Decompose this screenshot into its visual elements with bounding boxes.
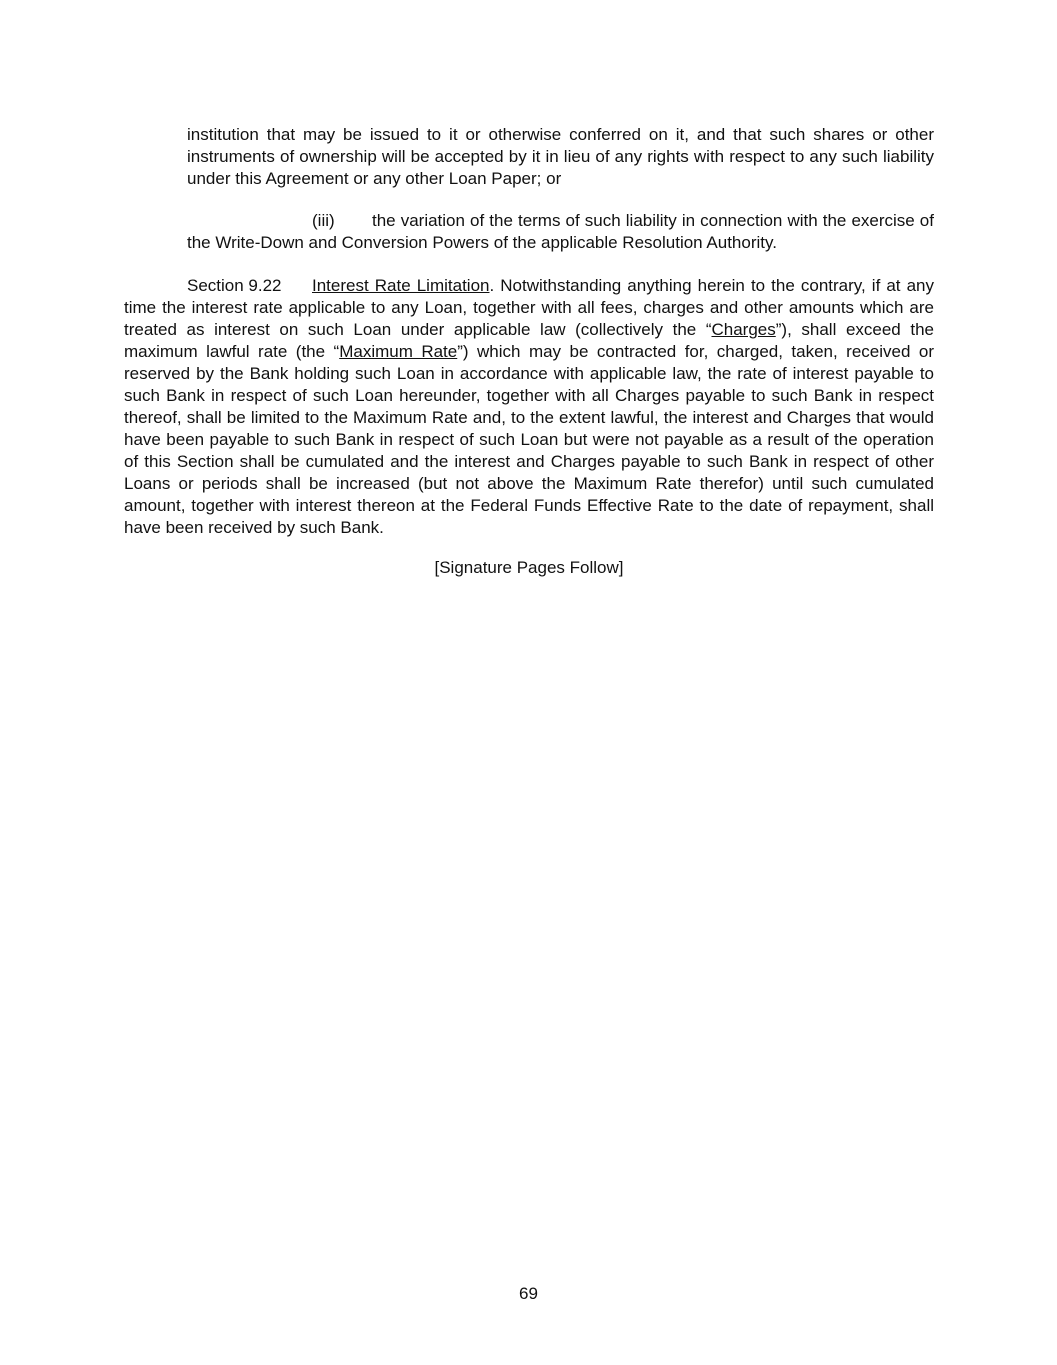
defined-term-charges: Charges xyxy=(711,320,776,339)
section-heading-punct: . xyxy=(489,276,495,295)
section-text-part1: Notwithstanding anything herein to the contrary, if at any time the interest rate applicable to any Loan, together with all fees, charges and other amounts which are treated as interest on such Loan under applicable law (collectively the “ xyxy=(124,276,934,339)
section-text-part2: ”), shall exceed the maximum lawful rate (the “ xyxy=(124,320,934,361)
clause-iii-text: the variation of the terms of such liability in connection with the exercise of the Write-Down and Conversion Powers of the applicable Resolution Authority. xyxy=(187,211,934,252)
defined-term-maximum-rate: Maximum Rate xyxy=(339,342,458,361)
section-heading: Interest Rate Limitation xyxy=(312,276,490,295)
page-number: 69 xyxy=(519,1284,538,1303)
section-9-22-paragraph xyxy=(124,275,934,539)
signature-pages-note: [Signature Pages Follow] xyxy=(434,558,624,577)
section-number: Section 9.22 xyxy=(187,276,282,295)
section-text-part3: ”) which may be contracted for, charged, taken, received or reserved by the Bank holding such Loan in accordance with applicable law, the rate of interest payable to such Bank in respect of such Loan hereunder, together with all Charges payable to such Bank in respect thereof, shall be limited to the Maximum Rate and, to the extent lawful, the interest and Charges that would have been payable to such Bank in respect of such Loan but were not payable as a result of the operation of this Section shall be cumulated and the interest and Charges payable to such Bank in respect of other Loans or periods shall be increased (but not above the Maximum Rate therefor) until such cumulated amount, together with interest thereon at the Federal Funds Effective Rate to the date of repayment, shall have been received by such Bank. xyxy=(124,342,934,537)
clause-iii-paragraph xyxy=(187,210,934,254)
clause-iii-number: (iii) xyxy=(312,211,335,230)
continued-paragraph-text: institution that may be issued to it or otherwise conferred on it, and that such shares or other instruments of ownership will be accepted by it in lieu of any rights with respect to any such liability under this Agreement or any other Loan Paper; or xyxy=(187,125,934,188)
continued-paragraph xyxy=(187,124,934,190)
